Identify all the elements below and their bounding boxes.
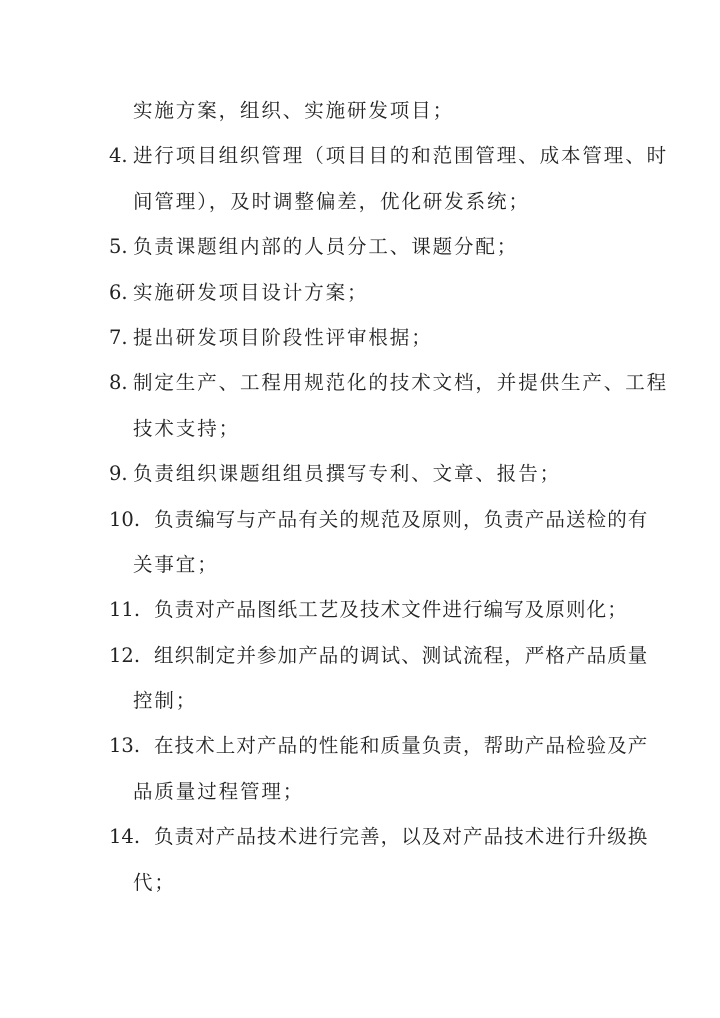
list-item — [0, 88, 720, 133]
text-line — [0, 723, 720, 768]
item-text: 负责编写与产品有关的规范及原则，负责产品送检的有 — [154, 507, 649, 531]
item-text: 负责对产品图纸工艺及技术文件进行编写及原则化； — [154, 598, 628, 622]
item-text: 提出研发项目阶段性评审根据； — [133, 325, 433, 349]
item-text: 组织制定并参加产品的调试、测试流程，严格产品质量 — [154, 643, 649, 667]
item-text: 间管理），及时调整偏差，优化研发系统； — [133, 189, 530, 213]
item-number: 12. — [109, 643, 141, 667]
item-number: 14. — [109, 825, 141, 849]
list-item — [0, 224, 720, 269]
item-text: 代； — [133, 870, 176, 894]
text-line — [0, 542, 720, 587]
text-line — [0, 769, 720, 814]
list-item — [0, 315, 720, 360]
list-item — [0, 723, 720, 814]
item-text: 进行项目组织管理（项目目的和范围管理、成本管理、时 — [133, 144, 669, 168]
text-line — [0, 270, 720, 315]
item-text: 负责对产品技术进行完善，以及对产品技术进行升级换 — [154, 825, 649, 849]
text-line — [0, 814, 720, 859]
item-number: 13. — [109, 734, 141, 758]
list-item — [0, 497, 720, 588]
item-text: 实施方案，组织、实施研发项目； — [133, 99, 455, 122]
item-number: 5. — [109, 235, 128, 259]
text-line — [0, 88, 720, 133]
item-text: 负责课题组内部的人员分工、课题分配； — [133, 235, 519, 259]
text-line — [0, 678, 720, 723]
list-item — [0, 451, 720, 496]
text-line — [0, 360, 720, 405]
item-number: 8. — [109, 371, 128, 395]
text-line — [0, 179, 720, 224]
item-number: 6. — [109, 280, 128, 304]
item-text: 关事宜； — [133, 552, 219, 576]
list-item — [0, 133, 720, 224]
item-number: 10. — [109, 507, 141, 531]
item-text: 在技术上对产品的性能和质量负责，帮助产品检验及产 — [154, 734, 649, 758]
text-line — [0, 315, 720, 360]
text-line — [0, 133, 720, 178]
text-line — [0, 497, 720, 542]
list-item — [0, 270, 720, 315]
item-number: 4. — [109, 144, 128, 168]
item-number: 7. — [109, 325, 128, 349]
item-text: 品质量过程管理； — [133, 779, 305, 803]
item-text: 负责组织课题组组员撰写专利、文章、报告； — [133, 462, 562, 486]
list-item — [0, 587, 720, 632]
list-item — [0, 633, 720, 724]
list-item — [0, 360, 720, 451]
item-text: 制定生产、工程用规范化的技术文档，并提供生产、工程 — [133, 371, 669, 395]
item-text: 技术支持； — [133, 416, 241, 440]
item-text: 控制； — [133, 689, 198, 713]
item-number: 11. — [109, 598, 141, 622]
item-text: 实施研发项目设计方案； — [133, 280, 369, 304]
text-line — [0, 406, 720, 451]
text-line — [0, 633, 720, 678]
text-line — [0, 860, 720, 905]
text-line — [0, 224, 720, 269]
document-body — [0, 88, 720, 905]
item-number: 9. — [109, 462, 128, 486]
text-line — [0, 451, 720, 496]
text-line — [0, 587, 720, 632]
list-item — [0, 814, 720, 905]
